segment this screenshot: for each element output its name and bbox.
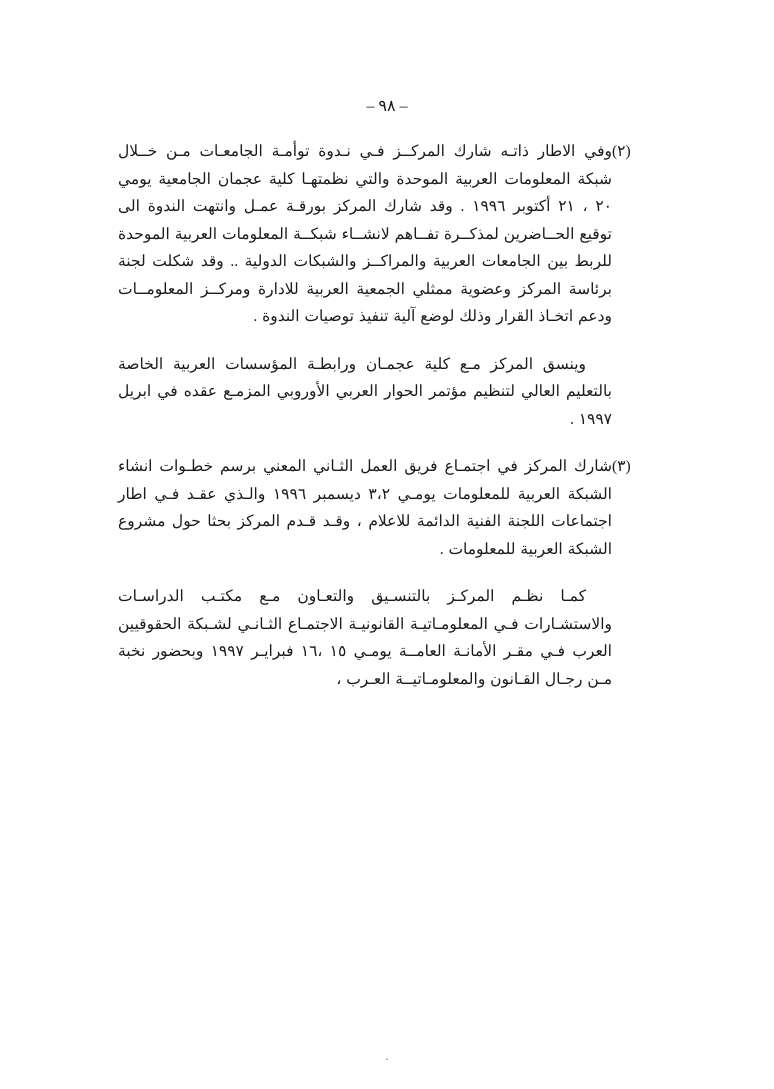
- body-paragraph-2: [118, 583, 656, 693]
- body-paragraph-1: [118, 351, 656, 434]
- page-content: [118, 138, 656, 707]
- paragraph-text: وفي الاطار ذاتـه شارك المركــز فـي نـدوة توأمـة الجامعـات مـن خــلال شبكة المعلومات العربية الموحدة والتي نظمتهـا كلية عجمان الجامعية يومي ٢٠ ، ٢١ أكتوبر ١٩٩٦ . وقد شارك المركز بورقـة عمـل وانتهت الندوة الى توقيع الحــاضرين لمذكــرة تفــاهم لانشــاء شبكــة المعلومات العربية الموحدة للربط بين الجامعات العربية والمراكــز والشبكات الدولية .. وقد شكلت لجنة برئاسة المركز وعضوية ممثلي الجمعية العربية للادارة ومركــز المعلومــات ودعم اتخـاذ القرار وذلك لوضع آلية تنفيذ توصيات الندوة .: [118, 143, 612, 325]
- numbered-paragraph-2: [118, 138, 656, 331]
- paragraph-text: كمـا نظـم المركـز بالتنسـيق والتعـاون مـع مكتـب الدراسـات والاستشـارات فـي المعلومـاتيـة القانونيـة الاجتمـاع الثـانـي لشـبكة الحقوقيين العرب فـي مقـر الأمانـة العامــة يومـي ١٥ ،١٦ فبرايـر ١٩٩٧ وبحضور نخبة مـن رجـال القـانون والمعلومـاتيــة العـرب ،: [118, 588, 612, 688]
- numbered-paragraph-3: [118, 453, 656, 563]
- paragraph-text: وينسق المركز مـع كلية عجمـان ورابطـة المؤسسات العربية الخاصة بالتعليم العالي لتنظيم مؤتمر الحوار العربي الأوروبي المزمـع عقده في ابريل ١٩٩٧ .: [118, 355, 612, 428]
- paragraph-marker: (٣): [612, 458, 631, 475]
- paragraph-text: شارك المركز في اجتمـاع فريق العمل الثـاني المعني برسم خطـوات انشاء الشبكة العربية للمعلومات يومـي ٣،٢ ديسمبر ١٩٩٦ والـذي عقـد فـي اطار اجتماعات اللجنة الفنية الدائمة للاعلام ، وقـد قـدم المركز بحثا حول مشروع الشبكة العربية للمعلومات .: [118, 458, 612, 558]
- paragraph-marker: (٢): [612, 143, 631, 160]
- footer-mark: .: [385, 1051, 389, 1063]
- page-number: – ٩٨ –: [366, 98, 408, 115]
